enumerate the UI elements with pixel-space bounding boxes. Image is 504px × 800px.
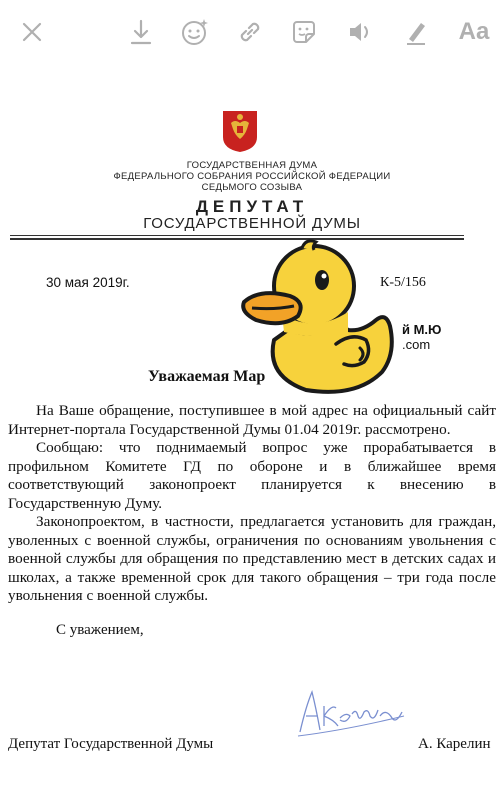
close-icon (17, 17, 47, 47)
letterhead-subtitle: ГОСУДАРСТВЕННОЙ ДУМЫ (143, 215, 361, 232)
body-paragraph: Законопроектом, в частности, предлагается установить для граждан, уволенных с военной службы, ограничения по основаниям увольнения с военной службы для обращения по представлению мест в детских садах и школах, а также временной срок для такого обращения – три года после увольнения с военной службы. (8, 513, 496, 604)
story-editor-toolbar (0, 0, 504, 64)
text-tool-button[interactable] (452, 14, 496, 50)
coat-of-arms-emblem (221, 109, 259, 153)
close-button[interactable] (14, 14, 50, 50)
sound-icon (345, 17, 375, 47)
letterhead-line-2: ФЕДЕРАЛЬНОГО СОБРАНИЯ РОССИЙСКОЙ ФЕДЕРАЦИИ (113, 171, 391, 182)
draw-icon (401, 17, 431, 47)
duck-sticker[interactable] (236, 236, 396, 394)
letterhead-title: ДЕПУТАТ (195, 197, 309, 216)
link-icon (235, 17, 265, 47)
letterhead-line-1: ГОСУДАРСТВЕННАЯ ДУМА (186, 160, 318, 171)
letter-date: 30 мая 2019г. (46, 275, 130, 290)
link-button[interactable] (232, 14, 268, 50)
sticker-icon (289, 17, 319, 47)
recipient-name: й М.Ю (402, 322, 442, 337)
sound-button[interactable] (342, 14, 378, 50)
body-paragraph: Сообщаю: что поднимаемый вопрос уже прорабатывается в профильном Комитете ГД по обороне и в ближайшее время соответствующий законопроект планируется к внесению в Государственную Думу. (8, 439, 496, 512)
letterhead-line-3: СЕДЬМОГО СОЗЫВА (201, 182, 303, 193)
face-effects-button[interactable] (177, 14, 213, 50)
save-button[interactable] (123, 14, 159, 50)
text-tool-label: Aa (458, 18, 490, 45)
sticker-button[interactable] (286, 14, 322, 50)
letter-closing: С уважением, (56, 622, 144, 638)
signatory-name: А. Карелин (418, 736, 491, 752)
letter-greeting: Уважаемая Мар (148, 368, 266, 385)
letter-reference-number: К-5/156 (380, 275, 426, 290)
face-effects-icon (180, 17, 210, 47)
letter-body (8, 402, 496, 606)
download-icon (126, 17, 156, 47)
signatory-title: Депутат Государственной Думы (8, 736, 214, 752)
draw-button[interactable] (398, 14, 434, 50)
handwritten-signature (296, 686, 406, 738)
body-paragraph: На Ваше обращение, поступившее в мой адрес на официальный сайт Интернет-портала Государственной Думы 01.04 2019г. рассмотрено. (8, 402, 496, 438)
recipient-email: .com (402, 337, 431, 352)
